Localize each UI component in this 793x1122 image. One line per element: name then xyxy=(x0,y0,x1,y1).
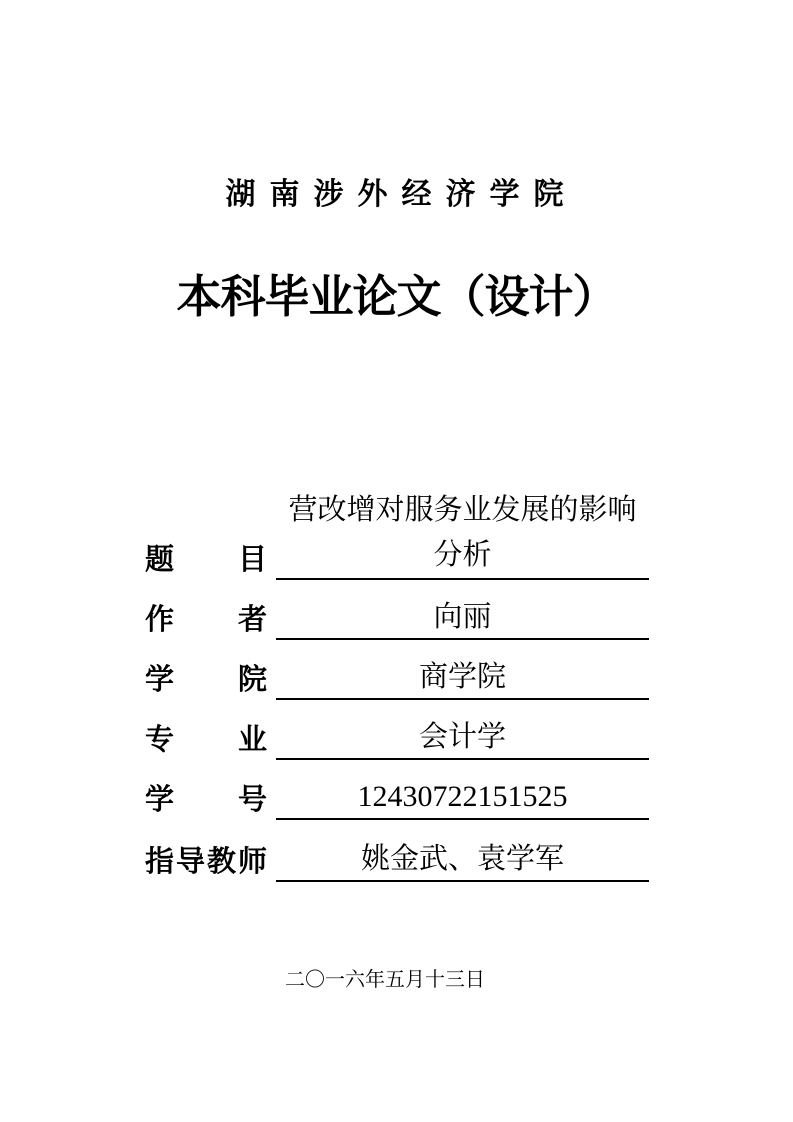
form-row-author xyxy=(145,596,649,640)
major-value: 会计学 xyxy=(418,721,506,753)
topic-value: 营改增对服务业发展的影响分析 xyxy=(288,494,637,571)
advisors-label: 指导教师 xyxy=(145,846,267,878)
topic-value-underline xyxy=(276,490,649,580)
college-value-underline xyxy=(276,656,649,700)
student-id-value: 12430722151525 xyxy=(357,780,568,813)
student-id-label: 学 号 xyxy=(145,784,267,816)
form-row-advisors xyxy=(145,838,649,882)
student-id-value-underline xyxy=(276,776,649,820)
major-value-underline xyxy=(276,716,649,760)
form-row-college xyxy=(145,656,649,700)
author-label: 作 者 xyxy=(145,604,267,636)
completion-date: 二〇一六年五月十三日 xyxy=(285,969,485,991)
college-value: 商学院 xyxy=(418,661,506,693)
form-row-topic xyxy=(145,490,649,580)
author-value: 向丽 xyxy=(433,601,492,633)
author-value-underline xyxy=(276,596,649,640)
college-label: 学 院 xyxy=(145,664,267,696)
form-row-major xyxy=(145,716,649,760)
institution-name: 湖南涉外经济学院 xyxy=(225,178,578,211)
major-label: 专 业 xyxy=(145,724,267,756)
form-row-student-id xyxy=(145,776,649,820)
thesis-title-heading: 本科毕业论文（设计） xyxy=(176,271,617,322)
topic-label: 题 目 xyxy=(145,544,267,576)
advisors-value: 姚金武、袁学军 xyxy=(360,843,564,875)
advisors-value-underline xyxy=(276,838,649,882)
